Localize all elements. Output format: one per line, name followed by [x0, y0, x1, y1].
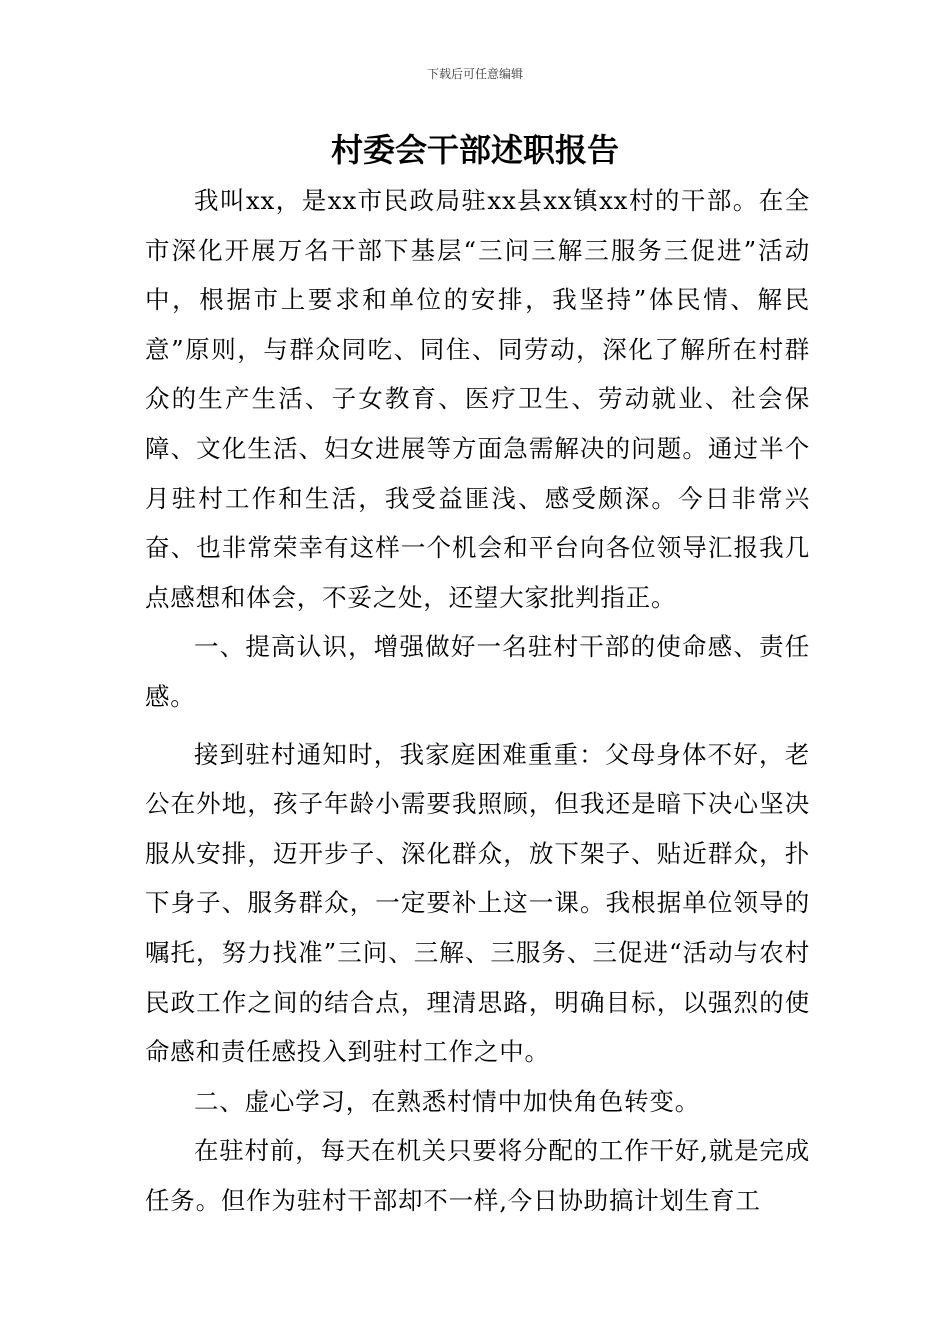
paragraph-intro: 我叫xx，是xx市民政局驻xx县xx镇xx村的干部。在全市深化开展万名干部下基层“三问三解三服务三促进”活动中，根据市上要求和单位的安排，我坚持”体民情、解民意”原则，与群众同吃、同住、同劳动，深化了解所在村群众的生产生活、子女教育、医疗卫生、劳动就业、社会保障、文化生活、妇女进展等方面急需解决的问题。通过半个月驻村工作和生活，我受益匪浅、感受颇深。今日非常兴奋、也非常荣幸有这样一个机会和平台向各位领导汇报我几点感想和体会，不妥之处，还望大家批判指正。 — [145, 186, 810, 612]
document-title: 村委会干部述职报告 — [330, 131, 619, 169]
document-body — [145, 176, 810, 1225]
section-heading-1: 一、提高认识，增强做好一名驻村干部的使命感、责任感。 — [145, 632, 810, 711]
paragraph-section-1: 接到驻村通知时，我家庭困难重重：父母身体不好，老公在外地，孩子年龄小需要我照顾，但我还是暗下决心坚决服从安排，迈开步子、深化群众，放下架子、贴近群众，扑下身子、服务群众，一定要补上这一课。我根据单位领导的嘱托，努力找准”三问、三解、三服务、三促进“活动与农村民政工作之间的结合点，理清思路，明确目标，以强烈的使命感和责任感投入到驻村工作之中。 — [145, 739, 810, 1067]
section-heading-2: 二、虚心学习，在熟悉村情中加快角色转变。 — [194, 1086, 700, 1116]
paragraph-section-2: 在驻村前，每天在机关只要将分配的工作干好,就是完成任务。但作为驻村干部却不一样,今日协助搞计划生育工 — [145, 1136, 810, 1215]
header-note: 下载后可任意编辑 — [426, 67, 523, 81]
